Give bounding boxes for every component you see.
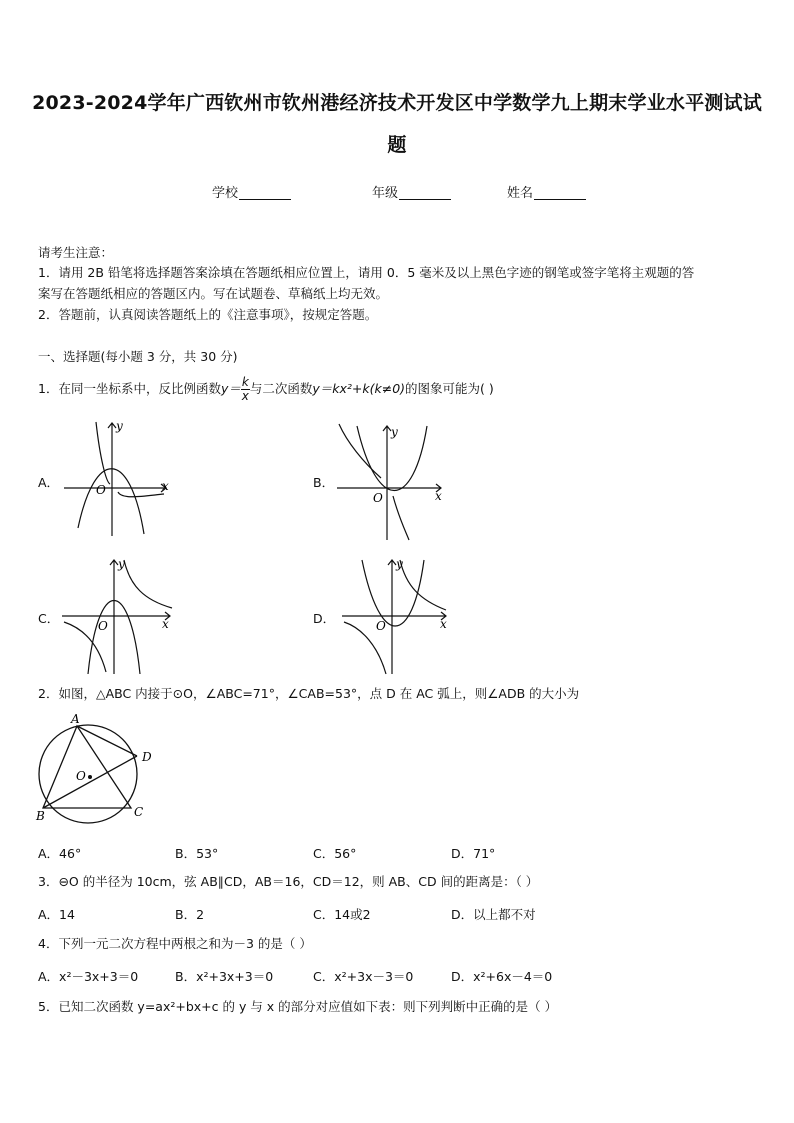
page-title-line2: 题 <box>387 134 407 156</box>
q1-num: k <box>241 375 249 389</box>
school-blank[interactable] <box>239 185 291 200</box>
q3-option-a[interactable]: A．14 <box>38 907 75 922</box>
q1c-origin-label: O <box>98 619 108 633</box>
q2-circle-figure <box>30 708 160 836</box>
q2-option-a[interactable]: A．46° <box>38 846 82 861</box>
question-4: 4．下列一元二次方程中两根之和为－3 的是（ ） <box>38 936 312 951</box>
q2-option-b[interactable]: B．53° <box>175 846 219 861</box>
q4-option-d[interactable]: D．x²+6x－4＝0 <box>451 969 553 984</box>
notice-item1-b: 案写在答题纸相应的答题区内。写在试题卷、草稿纸上均无效。 <box>38 286 389 301</box>
q1c-y-label: y <box>118 557 125 571</box>
q1c-x-label: x <box>162 617 169 631</box>
question-5: 5．已知二次函数 y=ax²+bx+c 的 y 与 x 的部分对应值如下表：则下列判断中正确的是（ ） <box>38 999 558 1014</box>
q2-label-c: C <box>134 805 144 819</box>
q2-label-a: A <box>71 712 80 726</box>
q1d-x-label: x <box>440 617 447 631</box>
q4-option-c[interactable]: C．x²+3x－3＝0 <box>313 969 414 984</box>
name-blank[interactable] <box>534 185 586 200</box>
q1b-y-label: y <box>391 425 398 439</box>
q2-label-o: O <box>76 769 86 783</box>
q1-option-a[interactable]: A． <box>38 475 60 490</box>
q1-func: y＝kx²+k(k≠0) <box>312 381 406 396</box>
q1-graph-c <box>60 556 182 678</box>
q1-graph-b <box>335 422 447 544</box>
notice-item1-a: 1．请用 2B 铅笔将选择题答案涂填在答题纸相应位置上，请用 0．5 毫米及以上黑色字迹的钢笔或签字笔将主观题的答 <box>38 265 695 280</box>
q1d-y-label: y <box>396 557 403 571</box>
q1-graph-a <box>60 418 172 540</box>
school-field[interactable] <box>212 182 291 201</box>
notice-heading: 请考生注意： <box>38 245 114 260</box>
q1-before: 1．在同一坐标系中，反比例函数 <box>38 381 221 396</box>
section-heading: 一、选择题(每小题 3 分，共 30 分) <box>38 349 238 364</box>
page-title-line1: 2023-2024学年广西钦州市钦州港经济技术开发区中学数学九上期末学业水平测试试 <box>32 92 762 114</box>
q4-option-a[interactable]: A．x²－3x+3＝0 <box>38 969 139 984</box>
q3-option-b[interactable]: B．2 <box>175 907 205 922</box>
q1b-x-label: x <box>435 489 442 503</box>
q2-option-d[interactable]: D．71° <box>451 846 496 861</box>
notice-item2: 2．答题前，认真阅读答题纸上的《注意事项》，按规定答题。 <box>38 307 378 322</box>
q1-y1: y＝ <box>220 381 241 396</box>
q4-option-b[interactable]: B．x²+3x+3＝0 <box>175 969 274 984</box>
q2-option-c[interactable]: C．56° <box>313 846 357 861</box>
q1a-y-label: y <box>116 419 123 433</box>
q1-fraction <box>241 376 250 403</box>
school-label: 学校 <box>212 186 239 201</box>
name-label: 姓名 <box>507 186 534 201</box>
q1-option-c[interactable]: C． <box>38 611 60 626</box>
name-field[interactable] <box>507 182 586 201</box>
grade-blank[interactable] <box>399 185 451 200</box>
q3-option-d[interactable]: D．以上都不对 <box>451 907 536 922</box>
q1d-origin-label: O <box>376 619 386 633</box>
question-1 <box>38 372 494 406</box>
q3-option-c[interactable]: C．14或2 <box>313 907 371 922</box>
q2-label-d: D <box>142 750 152 764</box>
q1-option-d[interactable]: D． <box>313 611 336 626</box>
grade-field[interactable] <box>372 182 451 201</box>
question-2: 2．如图，△ABC 内接于⊙O，∠ABC=71°，∠CAB=53°，点 D 在 AC 弧上，则∠ADB 的大小为 <box>38 686 580 701</box>
q2-label-b: B <box>36 809 45 823</box>
q1a-origin-label: O <box>96 483 106 497</box>
q1-option-b[interactable]: B． <box>313 475 335 490</box>
q1-den: x <box>241 389 249 403</box>
q1-after: 的图象可能为( ) <box>405 381 494 396</box>
grade-label: 年级 <box>372 186 399 201</box>
q1-graph-d <box>340 556 452 678</box>
q1-middle: 与二次函数 <box>249 381 313 396</box>
q1b-origin-label: O <box>373 491 383 505</box>
q1a-x-label: x <box>162 479 169 493</box>
question-3: 3．⊖O 的半径为 10cm，弦 AB∥CD，AB＝16，CD＝12，则 AB、CD 间的距离是：（ ） <box>38 874 539 889</box>
